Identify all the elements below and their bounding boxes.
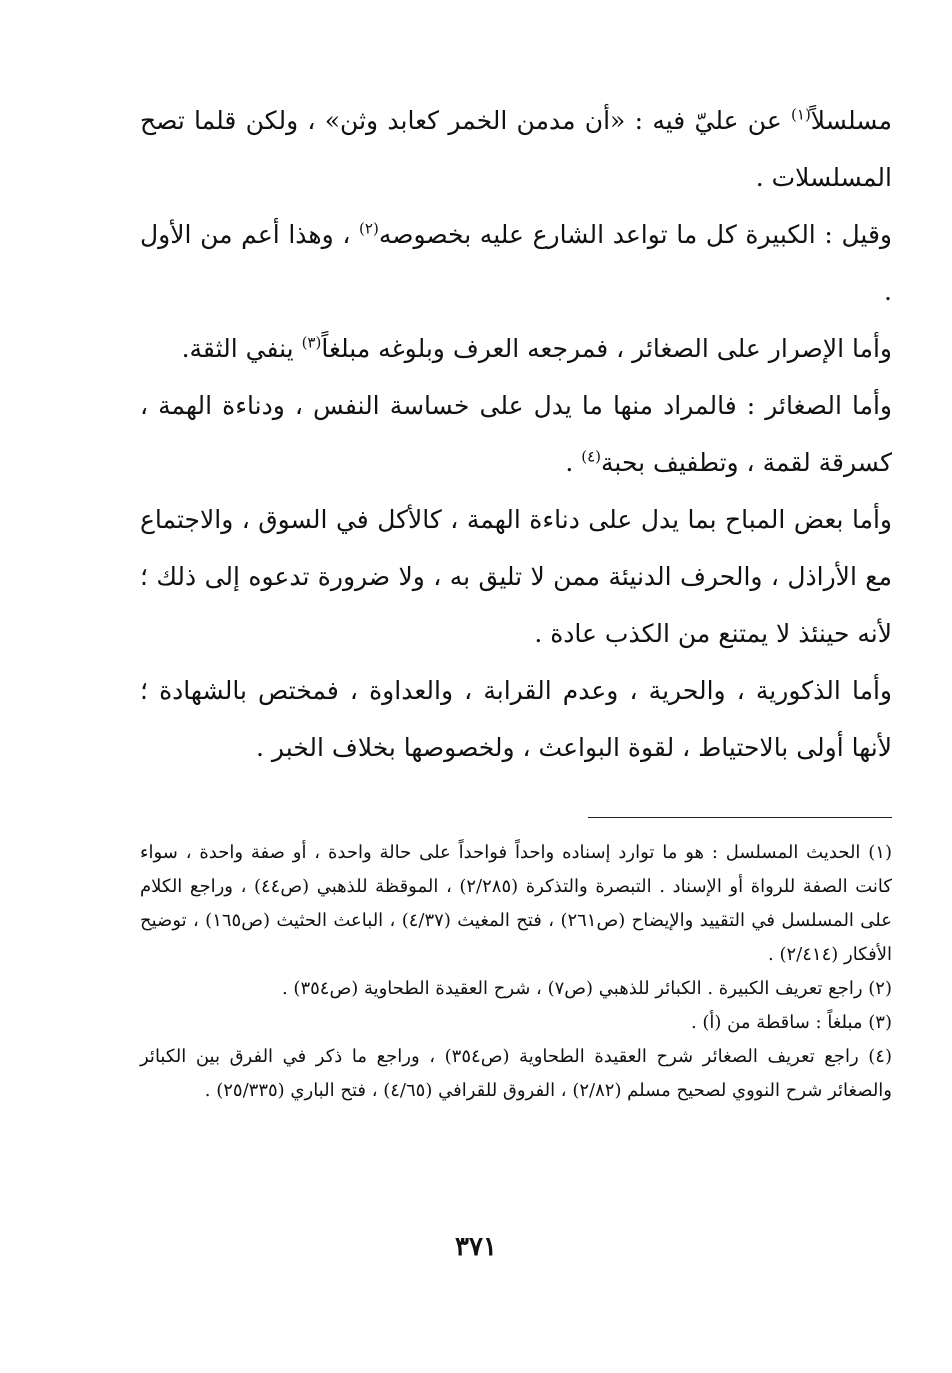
page-number: ٣٧١ xyxy=(455,1232,497,1262)
footnote-2: (٢) راجع تعريف الكبيرة . الكبائر للذهبي (ص٧) ، شرح العقيدة الطحاوية (ص٣٥٤) . xyxy=(281,978,892,999)
footnote-ref-2: (٢) xyxy=(359,219,379,238)
paragraph-5: وأما بعض المباح بما يدل على دناءة الهمة ، كالأكل في السوق ، والاجتماع مع الأراذل ، والحرف الدنيئة ممن لا تليق به ، ولا ضرورة تدعوه إلى ذلك ؛ لأنه حينئذ لا يمتنع من الكذب عادة . xyxy=(140,505,892,648)
footnote-4: (٤) راجع تعريف الصغائر شرح العقيدة الطحاوية (ص٣٥٤) ، وراجع ما ذكر في الفرق بين الكبائر والصغائر شرح النووي لصحيح مسلم (٢/٨٢) ، الفروق للقرافي (٤/٦٥) ، فتح الباري (٢٥/٣٣٥) . xyxy=(140,1046,892,1101)
footnotes xyxy=(140,836,892,1108)
footnote-divider xyxy=(588,817,892,818)
paragraph-2: وقيل : الكبيرة كل ما تواعد الشارع عليه بخصوصه$^{(٢)}$ ، وهذا أعم من الأول . xyxy=(140,219,892,306)
main-text xyxy=(140,92,892,776)
paragraph-1: مسلسلاً$^{(١)}$ عن عليّ فيه : «أن مدمن الخمر كعابد وثن» ، ولكن قلما تصح المسلسلات . xyxy=(140,105,892,192)
footnote-ref-4: (٤) xyxy=(581,447,602,466)
footnote-ref-3: (٣) xyxy=(301,333,322,352)
footnote-ref-1: (١) xyxy=(791,105,811,124)
paragraph-3: وأما الإصرار على الصغائر ، فمرجعه العرف وبلوغه مبلغاً$^{(٣)}$ ينفي الثقة. xyxy=(181,333,892,363)
footnote-3: (٣) مبلغاً : ساقطة من (أ) . xyxy=(690,1012,892,1033)
footnote-1: (١) الحديث المسلسل : هو ما توارد إسناده واحداً فواحداً على حالة واحدة ، أو صفة واحدة ، سواء كانت الصفة للرواة أو الإسناد . التبصرة والتذكرة (٢/٢٨٥) ، الموقظة للذهبي (ص٤٤) ، وراجع الكلام على المسلسل في التقييد والإيضاح (ص٢٦١) ، فتح المغيث (٤/٣٧) ، الباعث الحثيث (ص١٦٥) ، توضيح الأفكار (٢/٤١٤) . xyxy=(140,842,892,965)
paragraph-6: وأما الذكورية ، والحرية ، وعدم القرابة ، والعداوة ، فمختص بالشهادة ؛ لأنها أولى بالاحتياط ، لقوة البواعث ، ولخصوصها بخلاف الخبر . xyxy=(140,676,892,762)
paragraph-4: وأما الصغائر : فالمراد منها ما يدل على خساسة النفس ، ودناءة الهمة ، كسرقة لقمة ، وتطفيف بحبة$^{(٤)}$ . xyxy=(140,391,892,477)
